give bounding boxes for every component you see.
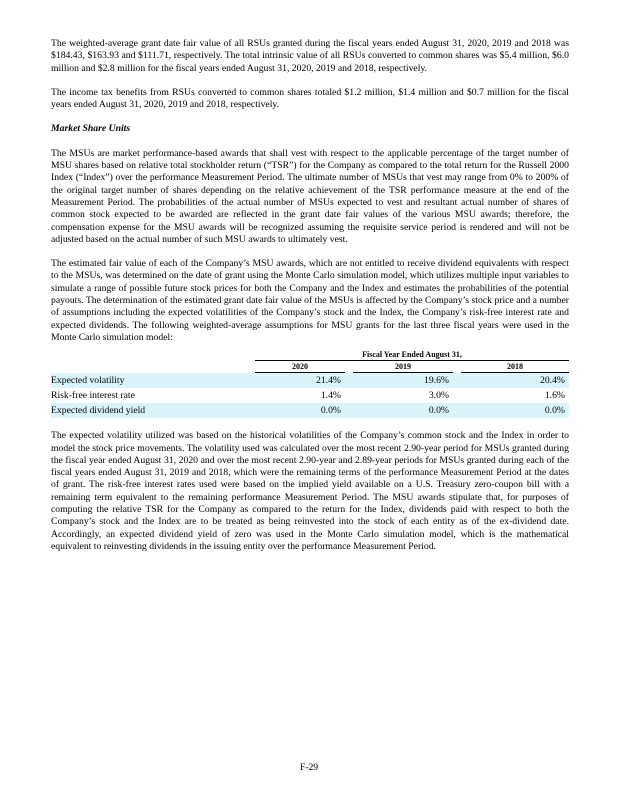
row-label: Risk-free interest rate bbox=[51, 390, 135, 402]
cell-value: 21.4% bbox=[255, 373, 345, 389]
column-header-year: 2018 bbox=[461, 361, 569, 373]
cell-value: 1.6% bbox=[544, 390, 565, 402]
paragraph-msu-description: The MSUs are market performance-based awards that shall vest with respect to the applicable percentage of the target number of MSU shares based on relative total stockholder return (“TSR”) for the Company as compared to the total return for the Russell 2000 Index (“Index”) over the performance Measurement Period. The ultimate number of MSUs that vest may range from 0% to 200% of the original target number of shares depending on the relative achievement of the TSR performance measure at the end of the Measurement Period. The probabilities of the actual number of MSUs expected to vest and resultant actual number of shares of common stock expected to be awarded are reflected in the grant date fair values of the various MSU awards; therefore, the compensation expense for the MSU awards will be recognized assuming the requisite service period is rendered and will not be adjusted based on the actual number of such MSU awards to ultimately vest. bbox=[51, 147, 569, 245]
document-page bbox=[51, 38, 569, 553]
table-row bbox=[51, 403, 569, 418]
cell-value: 0.0% bbox=[461, 403, 569, 418]
page-number: F-29 bbox=[299, 762, 319, 773]
table-group-header: Fiscal Year Ended August 31, bbox=[255, 350, 569, 361]
cell-value: 0.0% bbox=[255, 403, 345, 418]
assumptions-table bbox=[51, 350, 569, 418]
column-header-year: 2019 bbox=[353, 361, 453, 373]
paragraph-rsu-tax-benefits: The income tax benefits from RSUs converted to common shares totaled $1.2 million, $1.4 million and $0.7 million for the fiscal years ended August 31, 2020, 2019 and 2018, respectively. bbox=[51, 86, 569, 111]
paragraph-volatility-method: The expected volatility utilized was based on the historical volatilities of the Company’s common stock and the Index in order to model the stock price movements. The volatility used was calculated over the most recent 2.90-year period for MSUs granted during the fiscal year ended August 31, 2020 and over the most recent 2.90-year and 2.89-year periods for MSUs granted during each of the fiscal years ended August 31, 2019 and 2018, which were the remaining terms of the performance Measurement Period at the dates of grant. The risk-free interest rates used were based on the implied yield available on a U.S. Treasury zero-coupon bill with a remaining term equivalent to the remaining performance Measurement Period. The MSU awards stipulate that, for purposes of computing the relative TSR for the Company as compared to the return for the Index, dividends paid with respect to both the Company’s stock and the Index are to be treated as being reinvested into the stock of each entity as of the ex-dividend date. Accordingly, an expected dividend yield of zero was used in the Monte Carlo simulation model, which is the mathematical equivalent to reinvesting dividends in the issuing entity over the performance Measurement Period. bbox=[51, 430, 569, 552]
cell-value: 19.6% bbox=[353, 373, 453, 389]
paragraph-msu-fair-value: The estimated fair value of each of the Company’s MSU awards, which are not entitled to receive dividend equivalents with respect to the MSUs, was determined on the date of grant using the Monte Carlo simulation model, which utilizes multiple input variables to simulate a range of possible future stock prices for both the Company and the Index and estimates the probabilities of the potential payouts. The determination of the estimated grant date fair value of the MSUs is affected by the Company’s stock price and a number of assumptions including the expected volatilities of the Company’s stock and the Index, the Company’s risk-free interest rate and expected dividends. The following weighted-average assumptions for MSU grants for the last three fiscal years were used in the Monte Carlo simulation model: bbox=[51, 258, 569, 343]
row-label: Expected dividend yield bbox=[51, 403, 255, 418]
cell-value: 1.4% bbox=[320, 390, 341, 402]
table-row bbox=[51, 388, 569, 403]
cell-value: 0.0% bbox=[353, 403, 453, 418]
cell-value: 3.0% bbox=[428, 390, 449, 402]
table-row bbox=[51, 373, 569, 389]
cell-value: 20.4% bbox=[461, 373, 569, 389]
paragraph-rsu-fair-value: The weighted-average grant date fair value of all RSUs granted during the fiscal years ended August 31, 2020, 2019 and 2018 was $184.43, $163.93 and $111.71, respectively. The total intrinsic value of all RSUs converted to common shares was $5.4 million, $6.0 million and $2.8 million for the fiscal years ended August 31, 2020, 2019 and 2018, respectively. bbox=[51, 38, 569, 74]
column-header-year: 2020 bbox=[255, 361, 345, 373]
section-heading: Market Share Units bbox=[51, 123, 131, 135]
row-label: Expected volatility bbox=[51, 373, 255, 389]
